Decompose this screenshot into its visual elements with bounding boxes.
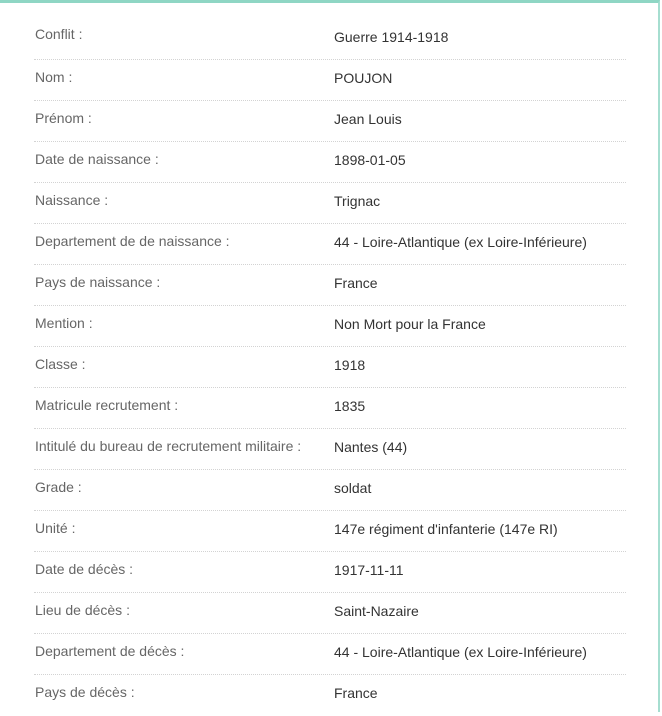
row-value: 1835 (334, 398, 366, 414)
row-label: Mention : (35, 315, 93, 331)
row-matricule-recrutement (34, 388, 626, 429)
row-value: 1917-11-11 (334, 562, 404, 578)
row-value: Nantes (44) (334, 439, 408, 455)
row-value: 1918 (334, 357, 366, 373)
row-value: Jean Louis (334, 111, 402, 127)
row-label: Pays de décès : (35, 684, 135, 700)
row-label: Date de naissance : (35, 151, 159, 167)
row-prenom (34, 101, 626, 142)
row-label: Departement de décès : (35, 643, 185, 659)
row-value: Non Mort pour la France (334, 316, 486, 332)
row-classe (34, 347, 626, 388)
row-value: France (334, 685, 378, 701)
row-value: soldat (334, 480, 372, 496)
row-value: Trignac (334, 193, 381, 209)
row-label: Naissance : (35, 192, 109, 208)
row-lieu-de-deces (34, 593, 626, 634)
row-departement-de-naissance (34, 224, 626, 265)
record-details-list (34, 19, 626, 716)
row-label: Classe : (35, 356, 86, 372)
row-date-de-naissance (34, 142, 626, 183)
row-label: Grade : (35, 479, 82, 495)
row-label: Departement de de naissance : (35, 233, 230, 249)
row-value: France (334, 275, 378, 291)
row-bureau-de-recrutement (34, 429, 626, 470)
row-label: Prénom : (35, 110, 92, 126)
row-label: Pays de naissance : (35, 274, 161, 290)
row-grade (34, 470, 626, 511)
row-label: Lieu de décès : (35, 602, 130, 618)
row-label: Conflit : (35, 26, 83, 42)
row-value: 1898-01-05 (334, 152, 406, 168)
row-pays-de-naissance (34, 265, 626, 306)
row-naissance (34, 183, 626, 224)
row-value: 44 - Loire-Atlantique (ex Loire-Inférieure) (334, 644, 587, 660)
row-departement-de-deces (34, 634, 626, 675)
row-value: POUJON (334, 70, 393, 86)
row-nom (34, 60, 626, 101)
row-unite (34, 511, 626, 552)
row-label: Nom : (35, 69, 73, 85)
row-value: Saint-Nazaire (334, 603, 419, 619)
row-value: Guerre 1914-1918 (334, 29, 449, 45)
row-label: Intitulé du bureau de recrutement militaire : (35, 438, 302, 454)
row-conflit (34, 19, 626, 60)
row-pays-de-deces (34, 675, 626, 716)
row-mention (34, 306, 626, 347)
row-date-de-deces (34, 552, 626, 593)
row-value: 44 - Loire-Atlantique (ex Loire-Inférieure) (334, 234, 587, 250)
row-label: Date de décès : (35, 561, 134, 577)
row-label: Unité : (35, 520, 76, 536)
row-value: 147e régiment d'infanterie (147e RI) (334, 521, 558, 537)
row-label: Matricule recrutement : (35, 397, 179, 413)
